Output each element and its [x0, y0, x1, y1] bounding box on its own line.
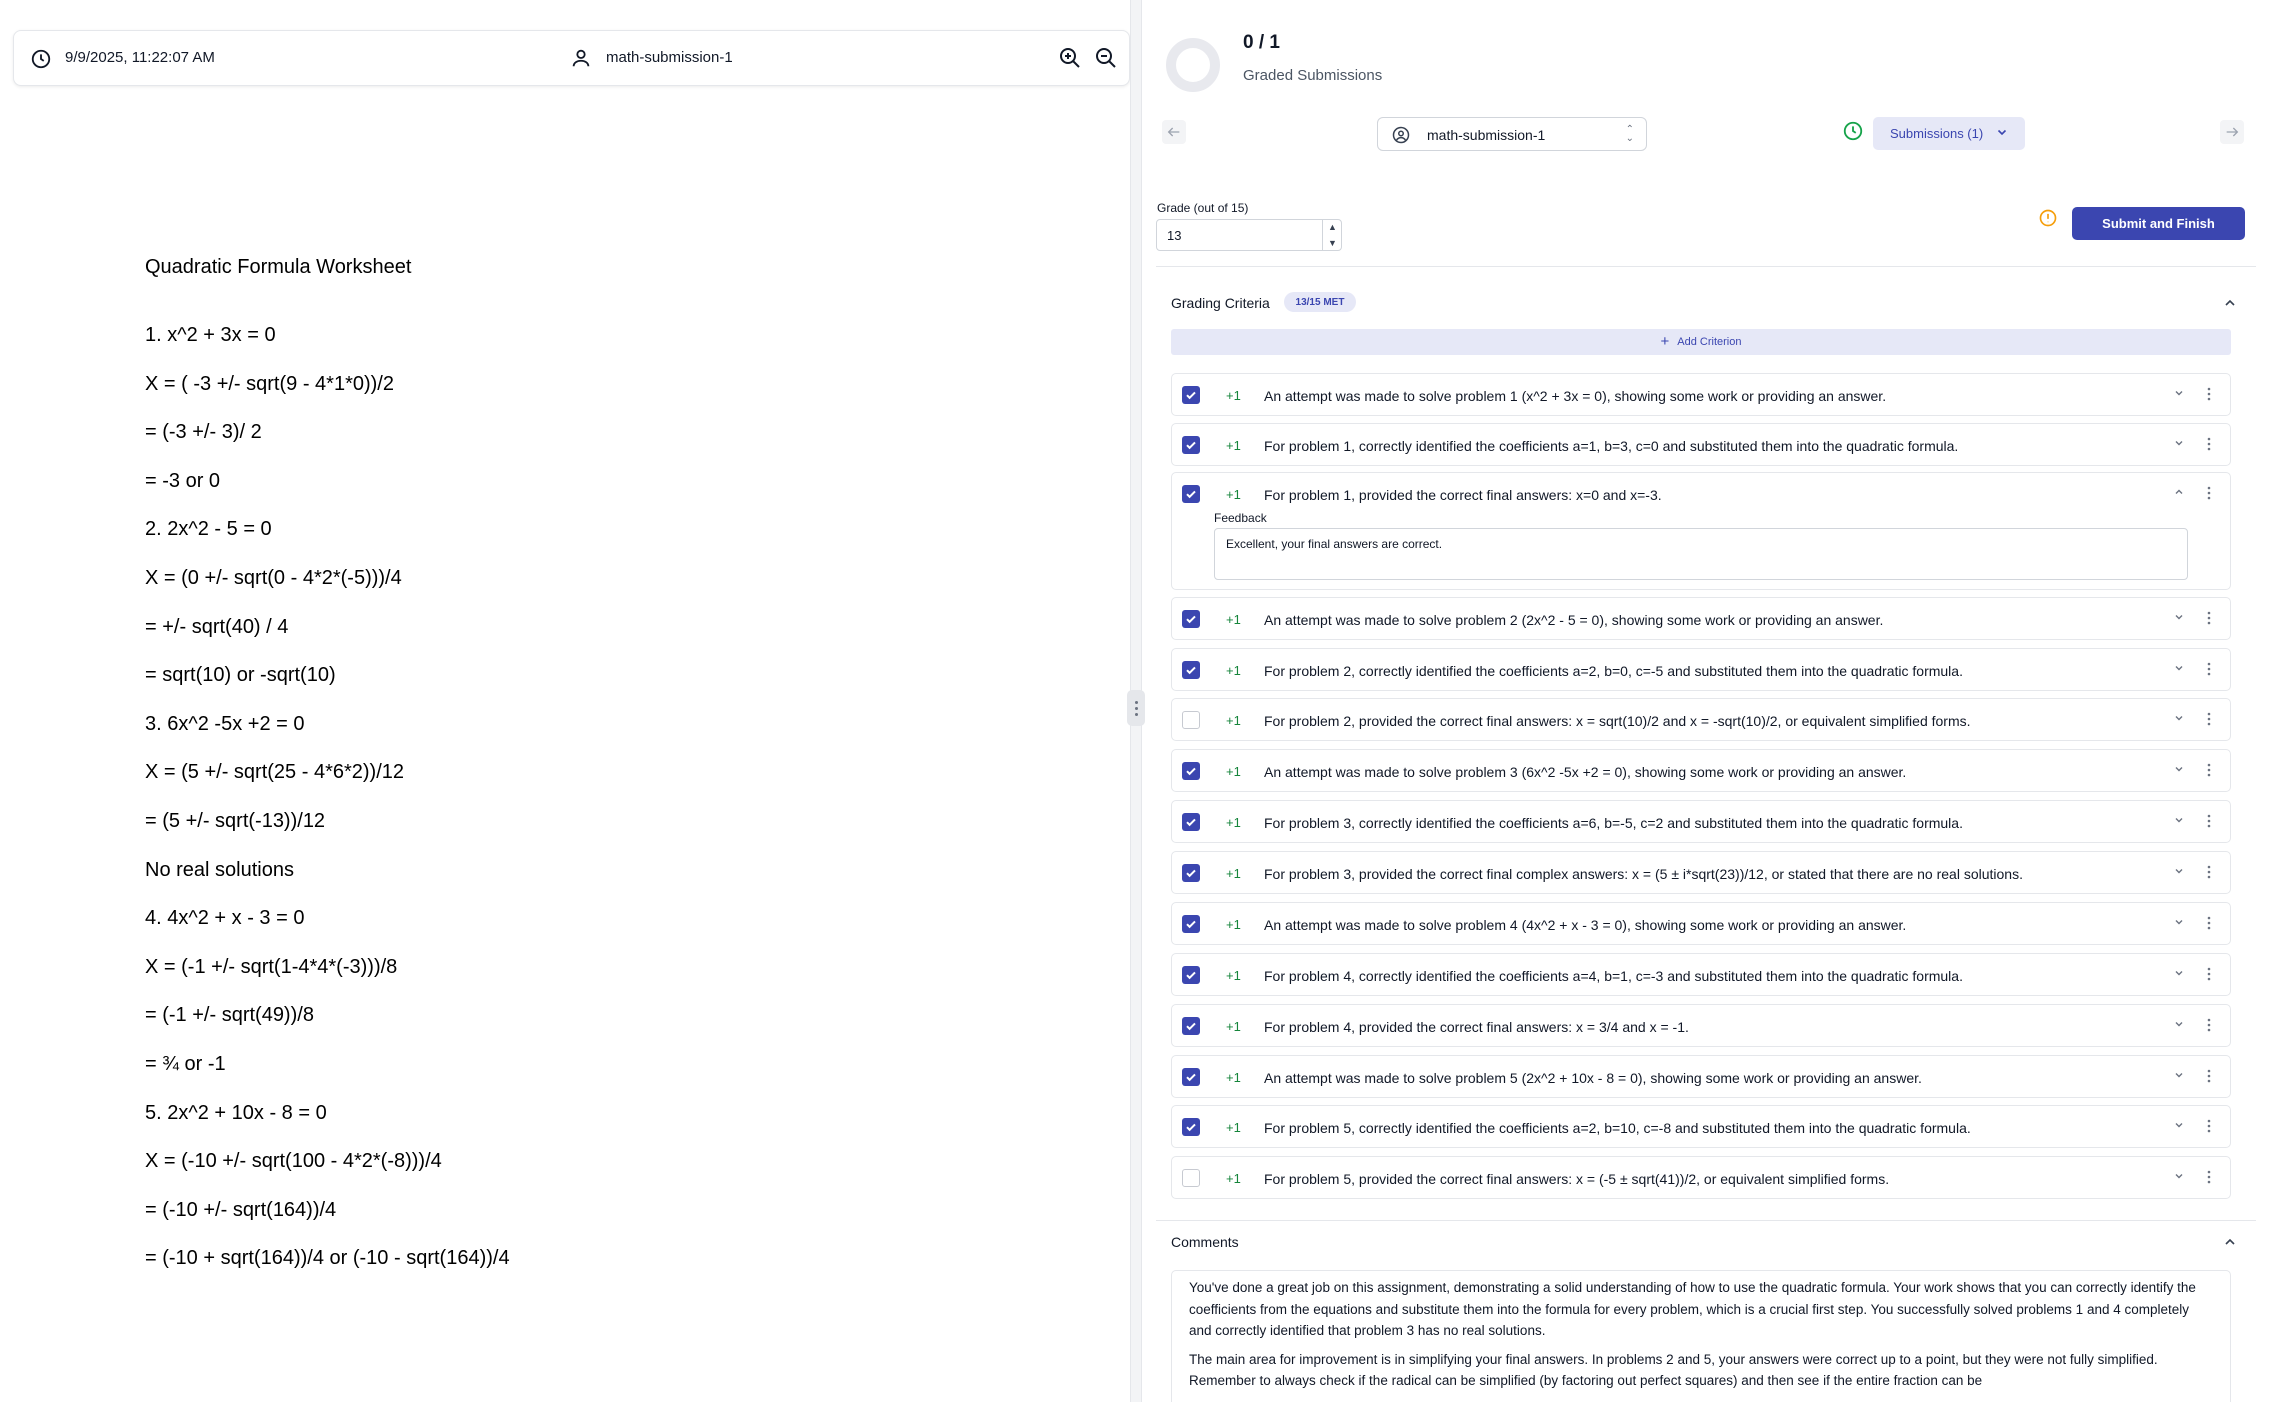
criterion-checkbox[interactable] [1182, 711, 1200, 729]
criterion-checkbox[interactable] [1182, 1118, 1200, 1136]
worksheet-line: = -3 or 0 [145, 469, 221, 492]
criterion-points: +1 [1226, 388, 1241, 403]
chevron-down-icon[interactable] [2174, 815, 2184, 825]
progress-ring [1166, 38, 1220, 92]
chevron-down-icon[interactable] [2174, 1070, 2184, 1080]
criterion-checkbox[interactable] [1182, 1068, 1200, 1086]
worksheet-line: 2. 2x^2 - 5 = 0 [145, 518, 272, 541]
criterion-points: +1 [1226, 917, 1241, 932]
criterion-checkbox[interactable] [1182, 864, 1200, 882]
worksheet-line: = (5 +/- sqrt(-13))/12 [145, 809, 326, 832]
criterion-checkbox[interactable] [1182, 813, 1200, 831]
chevron-down-icon[interactable] [2174, 438, 2184, 448]
chevron-down-icon [1997, 127, 2007, 137]
criterion-points: +1 [1226, 438, 1241, 453]
criterion-checkbox[interactable] [1182, 610, 1200, 628]
more-vertical-icon[interactable] [2204, 1017, 2214, 1033]
more-vertical-icon[interactable] [2204, 610, 2214, 626]
more-vertical-icon[interactable] [2204, 864, 2214, 880]
criterion-points: +1 [1226, 866, 1241, 881]
criterion-text: For problem 1, correctly identified the coefficients a=1, b=3, c=0 and substituted them into the quadratic formula. [1264, 438, 1959, 454]
criterion-text: For problem 4, provided the correct final answers: x = 3/4 and x = -1. [1264, 1019, 1689, 1035]
criterion-checkbox[interactable] [1182, 1169, 1200, 1187]
criteria-met-badge: 13/15 MET [1284, 292, 1356, 312]
submission-timestamp: 9/9/2025, 11:22:07 AM [65, 49, 215, 66]
criterion-checkbox[interactable] [1182, 1017, 1200, 1035]
criterion-text: An attempt was made to solve problem 5 (2x^2 + 10x - 8 = 0), showing some work or providing an answer. [1264, 1070, 1922, 1086]
criterion-row [1171, 902, 2231, 945]
criterion-row [1171, 423, 2231, 466]
chevron-down-icon[interactable] [2174, 388, 2184, 398]
criterion-points: +1 [1226, 1120, 1241, 1135]
criterion-text: For problem 5, provided the correct final answers: x = (-5 ± sqrt(41))/2, or equivalent simplified forms. [1264, 1171, 1890, 1187]
worksheet-line: 5. 2x^2 + 10x - 8 = 0 [145, 1101, 327, 1124]
zoom-in-icon[interactable] [1058, 46, 1082, 70]
worksheet-line: X = ( -3 +/- sqrt(9 - 4*1*0))/2 [145, 372, 394, 395]
chevron-up-down-icon: ⌃ ⌄ [1625, 124, 1634, 144]
chevron-up-icon[interactable] [2174, 487, 2184, 497]
criterion-checkbox[interactable] [1182, 915, 1200, 933]
comment-paragraph: You've done a great job on this assignment, demonstrating a solid understanding of how to use the quadratic formula. Your work shows that you can correctly identify the coefficients from the equations and substitute them into the formula for every problem, which is a crucial first step. You successfully solved problems 1 and 4 completely and correctly identified that problem 3 has no real solutions. [1189, 1280, 2196, 1338]
criterion-checkbox[interactable] [1182, 485, 1200, 503]
criterion-row [1171, 800, 2231, 843]
more-vertical-icon[interactable] [2204, 966, 2214, 982]
worksheet-line: 1. x^2 + 3x = 0 [145, 324, 276, 346]
more-vertical-icon[interactable] [2204, 386, 2214, 402]
criterion-points: +1 [1226, 1070, 1241, 1085]
divider [1156, 266, 2256, 267]
criterion-text: An attempt was made to solve problem 2 (2x^2 - 5 = 0), showing some work or providing an answer. [1264, 612, 1884, 628]
criterion-text: For problem 4, correctly identified the coefficients a=4, b=1, c=-3 and substituted them into the quadratic formula. [1264, 968, 1963, 984]
worksheet-line: X = (5 +/- sqrt(25 - 4*6*2))/12 [145, 761, 405, 784]
worksheet-line: = +/- sqrt(40) / 4 [145, 615, 289, 638]
comments-title: Comments [1171, 1234, 1239, 1250]
worksheet-line: X = (-1 +/- sqrt(1-4*4*(-3)))/8 [145, 955, 398, 978]
criterion-checkbox[interactable] [1182, 436, 1200, 454]
criterion-points: +1 [1226, 487, 1241, 502]
criterion-row [1171, 472, 2231, 590]
criterion-text: For problem 5, correctly identified the coefficients a=2, b=10, c=-8 and substituted them into the quadratic formula. [1264, 1120, 1971, 1136]
more-vertical-icon[interactable] [2204, 915, 2214, 931]
worksheet-line: = (-3 +/- 3)/ 2 [145, 421, 262, 444]
arrow-left-icon [1166, 124, 1182, 140]
criterion-points: +1 [1226, 1019, 1241, 1034]
submission-name: math-submission-1 [606, 49, 733, 66]
divider [1156, 1220, 2256, 1221]
student-select-value: math-submission-1 [1427, 127, 1546, 143]
criterion-checkbox[interactable] [1182, 762, 1200, 780]
criterion-row [1171, 1055, 2231, 1098]
feedback-textarea[interactable]: Excellent, your final answers are correct. [1214, 528, 2188, 580]
criterion-text: For problem 3, provided the correct final complex answers: x = (5 ± i*sqrt(23))/12, or stated that there are no real solutions. [1264, 866, 2023, 882]
worksheet-line: = (-10 +/- sqrt(164))/4 [145, 1198, 337, 1221]
criterion-text: For problem 3, correctly identified the coefficients a=6, b=-5, c=2 and substituted them into the quadratic formula. [1264, 815, 1963, 831]
submission-viewer [0, 0, 1130, 1402]
worksheet-line: 4. 4x^2 + x - 3 = 0 [145, 907, 305, 930]
chevron-down-icon[interactable] [2174, 764, 2184, 774]
criterion-checkbox[interactable] [1182, 386, 1200, 404]
chevron-down-icon[interactable] [2174, 917, 2184, 927]
chevron-down-icon[interactable] [2174, 968, 2184, 978]
graded-count: 0 / 1 [1243, 32, 1280, 53]
chevron-down-icon[interactable] [2174, 1019, 2184, 1029]
grade-stepper[interactable] [1322, 219, 1342, 251]
more-vertical-icon[interactable] [2204, 1118, 2214, 1134]
chevron-down-icon[interactable] [2174, 713, 2184, 723]
grading-criteria-title: Grading Criteria [1171, 295, 1270, 311]
arrow-right-icon [2224, 124, 2240, 140]
more-vertical-icon[interactable] [2204, 1068, 2214, 1084]
criterion-text: For problem 2, correctly identified the coefficients a=2, b=0, c=-5 and substituted them into the quadratic formula. [1264, 663, 1963, 679]
criterion-points: +1 [1226, 1171, 1241, 1186]
worksheet-line: = ¾ or -1 [145, 1052, 226, 1075]
user-circle-icon [1392, 126, 1410, 144]
chevron-down-icon[interactable] [2174, 866, 2184, 876]
criterion-row [1171, 749, 2231, 792]
criterion-checkbox[interactable] [1182, 966, 1200, 984]
chevron-down-icon[interactable] [2174, 1171, 2184, 1181]
criterion-points: +1 [1226, 764, 1241, 779]
chevron-down-icon[interactable]: ▼ [1328, 238, 1337, 248]
clock-icon [30, 48, 52, 70]
grade-input[interactable] [1156, 219, 1342, 251]
user-icon [570, 47, 592, 69]
worksheet-lines [145, 323, 1045, 1295]
worksheet-line: X = (-10 +/- sqrt(100 - 4*2*(-8)))/4 [145, 1150, 442, 1173]
chevron-up-icon[interactable] [2223, 296, 2237, 310]
worksheet-line: = sqrt(10) or -sqrt(10) [145, 664, 336, 687]
feedback-label: Feedback [1214, 511, 1267, 525]
criterion-points: +1 [1226, 612, 1241, 627]
chevron-up-icon[interactable]: ▲ [1328, 222, 1337, 232]
criterion-checkbox[interactable] [1182, 661, 1200, 679]
criterion-points: +1 [1226, 663, 1241, 678]
viewer-toolbar [13, 30, 1130, 86]
criterion-row [1171, 648, 2231, 691]
criterion-points: +1 [1226, 968, 1241, 983]
comments-body[interactable] [1171, 1270, 2231, 1402]
criterion-text: For problem 1, provided the correct final answers: x=0 and x=-3. [1264, 487, 1662, 503]
history-icon[interactable] [1842, 120, 1864, 142]
more-vertical-icon[interactable] [2204, 485, 2214, 501]
worksheet-line: 3. 6x^2 -5x +2 = 0 [145, 712, 305, 735]
warning-icon [2038, 208, 2058, 228]
worksheet-line: No real solutions [145, 858, 294, 881]
submissions-dropdown-label: Submissions (1) [1890, 126, 1984, 141]
submit-and-finish-button[interactable]: Submit and Finish [2072, 207, 2245, 240]
criterion-row [1171, 373, 2231, 416]
worksheet-line: = (-10 + sqrt(164))/4 or (-10 - sqrt(164))/4 [145, 1247, 510, 1270]
criterion-text: For problem 2, provided the correct final answers: x = sqrt(10)/2 and x = -sqrt(10)/2, or equivalent simplified forms. [1264, 713, 1971, 729]
chevron-down-icon[interactable] [2174, 663, 2184, 673]
criterion-text: An attempt was made to solve problem 3 (6x^2 -5x +2 = 0), showing some work or providing an answer. [1264, 764, 1907, 780]
chevron-down-icon[interactable] [2174, 1120, 2184, 1130]
more-vertical-icon[interactable] [2204, 1169, 2214, 1185]
criterion-row [1171, 1105, 2231, 1148]
criterion-row [1171, 597, 2231, 640]
worksheet-line: = (-1 +/- sqrt(49))/8 [145, 1004, 314, 1027]
plus-icon: + [1660, 333, 1670, 350]
criterion-text: An attempt was made to solve problem 1 (x^2 + 3x = 0), showing some work or providing an answer. [1264, 388, 1887, 404]
comment-paragraph: The main area for improvement is in simplifying your final answers. In problems 2 and 5, your answers were correct up to a point, but they were not fully simplified. Remember to always check if the radical can be simplified (by factoring out perfect squares) and then see if the entire fraction can be [1189, 1351, 2158, 1388]
more-vertical-icon[interactable] [2204, 762, 2214, 778]
student-select[interactable] [1377, 117, 1647, 151]
graded-count-label: Graded Submissions [1243, 67, 1383, 84]
criterion-row [1171, 1004, 2231, 1047]
worksheet-document [145, 256, 1045, 1295]
criterion-text: An attempt was made to solve problem 4 (4x^2 + x - 3 = 0), showing some work or providing an answer. [1264, 917, 1907, 933]
criterion-row [1171, 698, 2231, 741]
criterion-row [1171, 953, 2231, 996]
criterion-row [1171, 851, 2231, 894]
grade-label: Grade (out of 15) [1157, 201, 1249, 215]
criterion-points: +1 [1226, 815, 1241, 830]
grading-panel [1142, 0, 2270, 1402]
more-vertical-icon[interactable] [2204, 661, 2214, 677]
chevron-down-icon[interactable] [2174, 612, 2184, 622]
criterion-row [1171, 1156, 2231, 1199]
worksheet-line: X = (0 +/- sqrt(0 - 4*2*(-5)))/4 [145, 566, 402, 589]
more-vertical-icon[interactable] [2204, 711, 2214, 727]
submissions-dropdown-button[interactable] [1873, 117, 2025, 150]
worksheet-title: Quadratic Formula Worksheet [145, 256, 412, 278]
more-vertical-icon[interactable] [2204, 436, 2214, 452]
chevron-up-icon[interactable] [2223, 1235, 2237, 1249]
add-criterion-button[interactable] [1171, 329, 2231, 355]
criterion-points: +1 [1226, 713, 1241, 728]
next-submission-button[interactable] [2220, 120, 2244, 144]
zoom-out-icon[interactable] [1094, 46, 1118, 70]
add-criterion-label: Add Criterion [1677, 336, 1742, 348]
previous-submission-button[interactable] [1162, 120, 1186, 144]
more-vertical-icon[interactable] [2204, 813, 2214, 829]
